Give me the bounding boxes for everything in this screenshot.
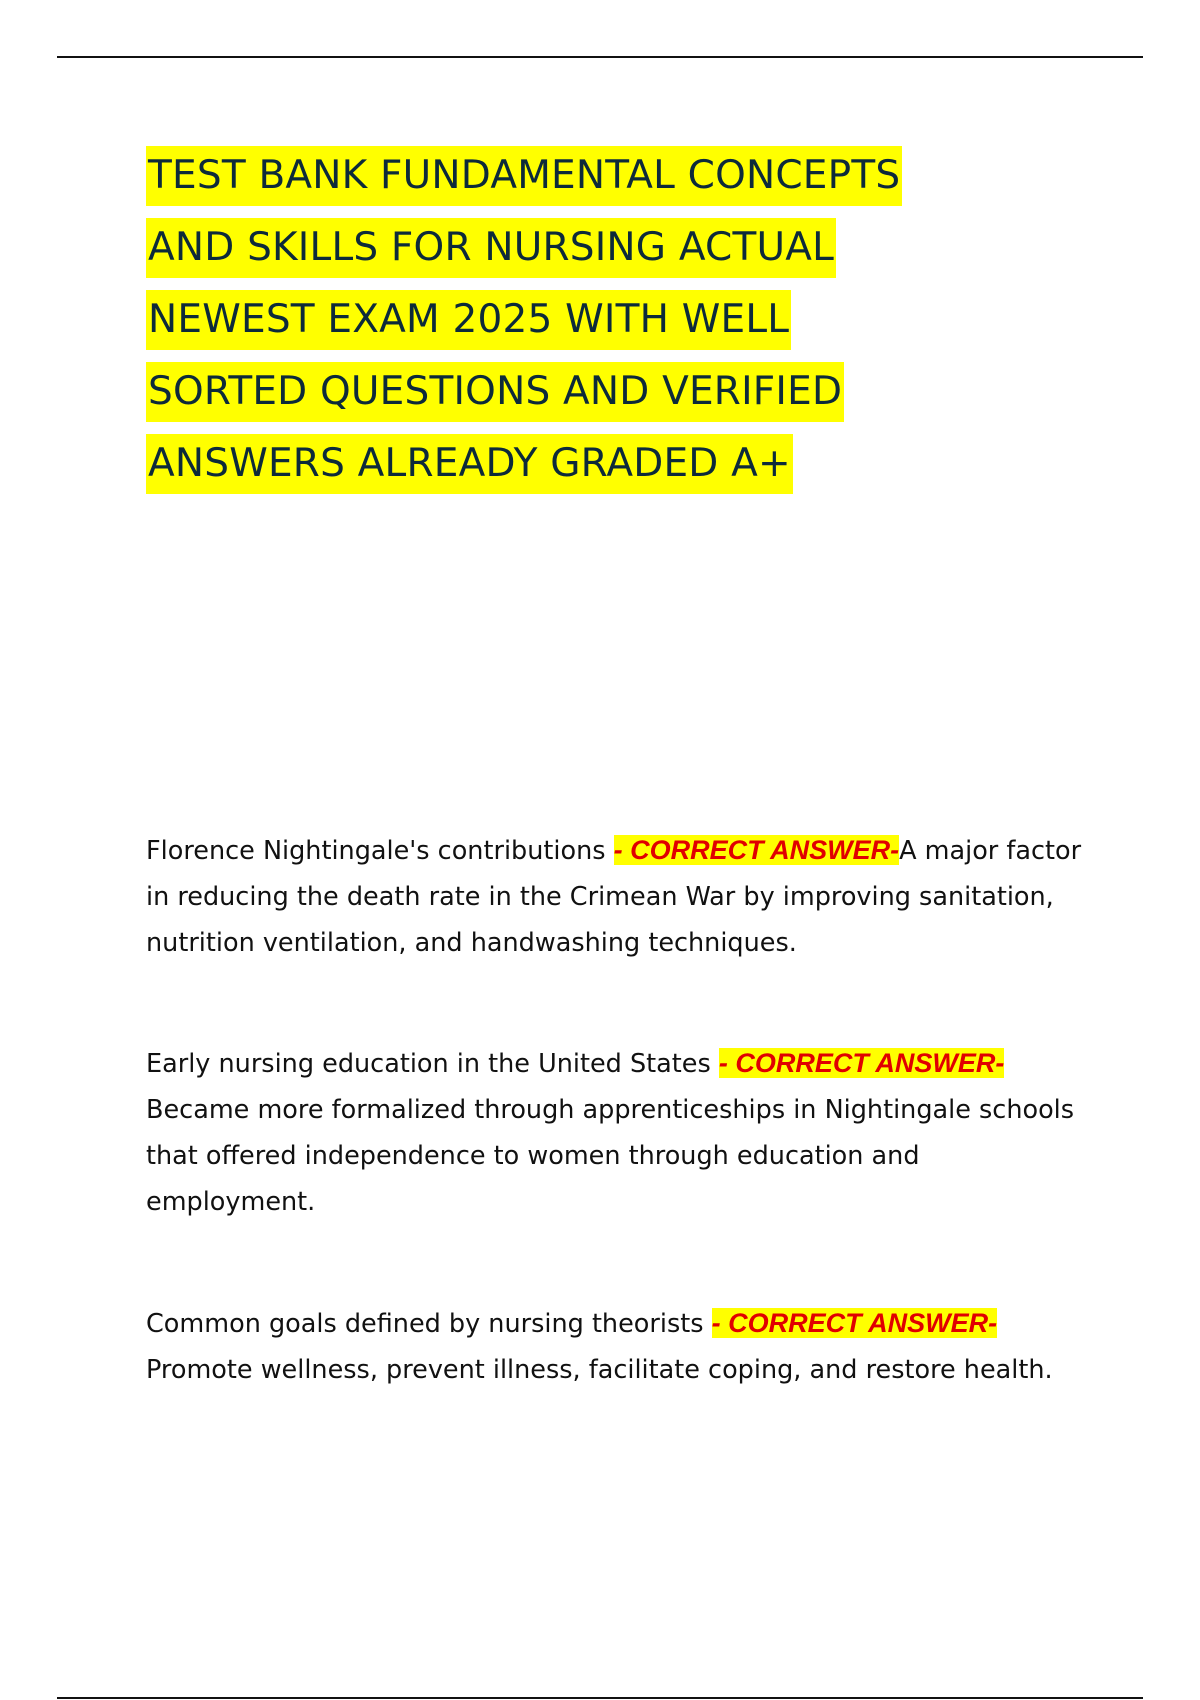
correct-answer-tag: - CORRECT ANSWER- (613, 835, 900, 865)
bottom-divider (57, 1697, 1143, 1699)
correct-answer-tag: - CORRECT ANSWER- (711, 1308, 998, 1338)
title-line-4: SORTED QUESTIONS AND VERIFIED (146, 362, 844, 422)
top-divider (57, 56, 1143, 58)
question-text: Common goals defined by nursing theorists (146, 1309, 712, 1339)
answer-text: Became more formalized through apprenticeships in Nightingale schools that offered independence to women through education and employment. (146, 1095, 1075, 1217)
qa-item (146, 827, 1086, 966)
question-text: Florence Nightingale's contributions (146, 836, 614, 866)
title-line-1: TEST BANK FUNDAMENTAL CONCEPTS (146, 146, 902, 206)
correct-answer-tag: - CORRECT ANSWER- (718, 1048, 1005, 1078)
document-title (146, 146, 1076, 506)
answer-text: A major factor in reducing the death rate in the Crimean War by improving sanitation, nutrition ventilation, and handwashing techniques. (146, 836, 1082, 958)
answer-text: Promote wellness, prevent illness, facilitate coping, and restore health. (146, 1355, 1053, 1385)
question-text: Early nursing education in the United States (146, 1049, 719, 1079)
qa-item (146, 1300, 1086, 1393)
qa-item (146, 1040, 1086, 1225)
title-line-2: AND SKILLS FOR NURSING ACTUAL (146, 218, 836, 278)
title-line-5: ANSWERS ALREADY GRADED A+ (146, 434, 793, 494)
title-line-3: NEWEST EXAM 2025 WITH WELL (146, 290, 791, 350)
